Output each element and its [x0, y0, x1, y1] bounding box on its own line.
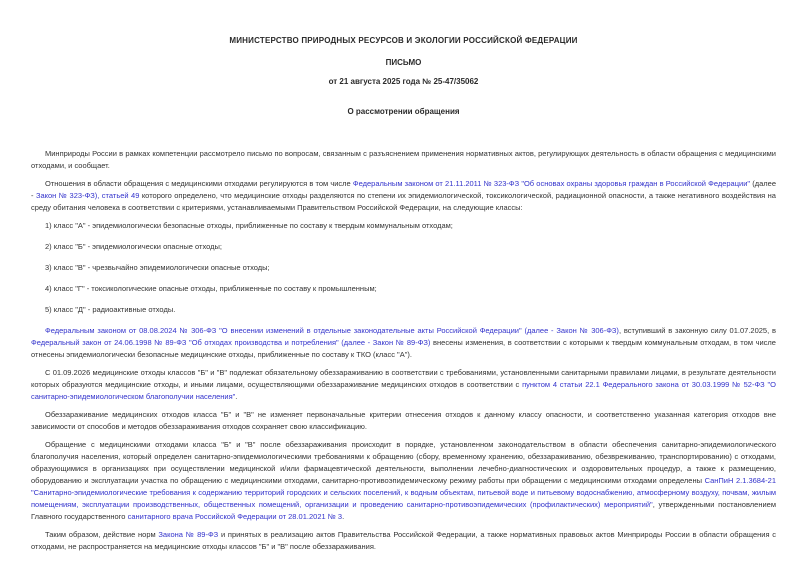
text-segment: 3) класс "В" - чрезвычайно эпидемиологически опасные отходы; — [45, 263, 270, 272]
list-item — [31, 241, 776, 253]
document-type: ПИСЬМО — [385, 58, 422, 67]
text-segment: 5) класс "Д" - радиоактивные отходы. — [45, 305, 176, 314]
text-segment: . — [235, 392, 238, 401]
text-segment: С 01.09.2026 медицинские отходы классов "Б" и "В" подлежат обязательному обеззараживанию в соответствии с требованиями, установленными санитарными правилами лицами, в результате деятельности которых образуются медицинские отходы, и иными лицами, осуществляющими обеззараживание медицинских отходов в соответствии с — [31, 368, 776, 389]
text-segment: Обращение с медицинскими отходами класса "Б" и "В" после обеззараживания происходит в порядке, установленном законодательством в области обеспечения санитарно-эпидемиологического благополучия населения, который определен санитарно-эпидемиологическими требованиями к обращению (сбору, временному хранению, обеззараживанию, обезвреживанию, транспортированию) с отходами, образующимися в организациях при осуществлении медицинской и/или фармацевтической деятельности, выполнении лечебно-диагностических и оздоровительных процедур, а также к размещению, оборудованию и эксплуатации участка по обращению с медицинскими отходами, санитарно-противоэпидемическому режиму работы при обращении с медицинскими отходами определены — [31, 440, 776, 485]
list-item — [31, 220, 776, 232]
text-segment: , утвержденными постановлением Главного государственного — [31, 500, 776, 521]
text-segment: которого определено, что медицинские отходы разделяются по степени их эпидемиологической, токсикологической, радиационной опасности, а также негативного воздействия на среду обитания человека в соответствии с критериями, устанавливаемыми Правительством Российской Федерации, на следующие классы: — [31, 191, 776, 212]
legal-reference-link[interactable]: Закон № 323-ФЗ), статьей 49 — [35, 191, 140, 200]
paragraph — [31, 409, 776, 433]
text-segment: 1) класс "А" - эпидемиологически безопасные отходы, приближенные по составу к твердым коммунальным отходам; — [45, 221, 453, 230]
legal-reference-link[interactable]: Федеральным законом от 21.11.2011 № 323-ФЗ "Об основах охраны здоровья граждан в Российской Федерации" — [352, 179, 751, 188]
ministry-title: МИНИСТЕРСТВО ПРИРОДНЫХ РЕСУРСОВ И ЭКОЛОГИИ РОССИЙСКОЙ ФЕДЕРАЦИИ — [229, 36, 578, 45]
paragraph — [31, 148, 776, 172]
document-body — [31, 148, 776, 553]
text-segment: внесены изменения, в соответствии с которыми к твердым коммунальным отходам, в том числе отнесены эпидемиологически безопасные медицинские отходы, приближенные по составу к ТКО (класс "А"). — [31, 338, 776, 359]
list-item — [31, 262, 776, 274]
text-segment: Таким образом, действие норм — [45, 530, 159, 539]
text-segment: 2) класс "Б" - эпидемиологически опасные отходы; — [45, 242, 222, 251]
legal-reference-link[interactable]: Закона № 89-ФЗ — [158, 530, 219, 539]
paragraph — [31, 178, 776, 214]
legal-reference-link[interactable]: санитарного врача Российской Федерации от 28.01.2021 № 3 — [127, 512, 343, 521]
document-subject: О рассмотрении обращения — [347, 107, 460, 116]
text-segment: Обеззараживание медицинских отходов класса "Б" и "В" не изменяет первоначальные критерии отнесения отходов к данному классу опасности, и соответственно указанная категория отходов вне зависимости от способов и методов обеззараживания отходов сохраняет свою классификацию. — [31, 410, 776, 431]
legal-reference-link[interactable]: пунктом 4 статьи 22.1 Федерального закона от 30.03.1999 № 52-ФЗ "О санитарно-эпидемиологическом благополучии населения" — [31, 380, 776, 401]
text-segment: Отношения в области обращения с медицинскими отходами регулируются в том числе — [45, 179, 353, 188]
legal-reference-link[interactable]: Федеральным законом от 08.08.2024 № 306-ФЗ "О внесении изменений в отдельные законодательные акты Российской Федерации" (далее - Закон № 306-ФЗ) — [45, 326, 619, 335]
legal-reference-link[interactable]: СанПиН 2.1.3684-21 "Санитарно-эпидемиологические требования к содержанию территорий городских и сельских поселений, к водным объектам, питьевой воде и питьевому водоснабжению, атмосферному воздуху, почвам, жилым помещениям, эксплуатации производственных, общественных помещений, организации и проведению санитарно-противоэпидемических (профилактических) мероприятий" — [31, 476, 776, 509]
document-date-number: от 21 августа 2025 года № 25-47/35062 — [328, 77, 479, 86]
list-item — [31, 304, 776, 316]
legal-reference-link[interactable]: Федеральный закон от 24.06.1998 № 89-ФЗ "Об отходах производства и потребления" (далее - Закон № 89-ФЗ) — [31, 338, 431, 347]
text-segment: , вступивший в законную силу 01.07.2025, в — [618, 326, 776, 335]
paragraph — [31, 529, 776, 553]
text-segment: и принятых в реализацию актов Правительства Российской Федерации, а также нормативных правовых актов Минприроды России в области обращения с отходами, не распространяется на медицинские отходы классов "Б" и "В" после обеззараживания. — [31, 530, 777, 551]
text-segment: 4) класс "Г" - токсикологические опасные отходы, приближенные по составу к промышленным; — [45, 284, 377, 293]
text-segment: Минприроды России в рамках компетенции рассмотрело письмо по вопросам, связанным с разъяснением применения нормативных актов, регулирующих деятельность в области обращения с медицинскими отходами, и сообщает. — [31, 149, 776, 170]
text-segment: . — [342, 512, 345, 521]
list-item — [31, 283, 776, 295]
paragraph — [31, 325, 776, 361]
paragraph — [31, 439, 776, 523]
paragraph — [31, 367, 776, 403]
text-segment: (далее - — [31, 179, 776, 200]
document-header — [31, 36, 776, 116]
